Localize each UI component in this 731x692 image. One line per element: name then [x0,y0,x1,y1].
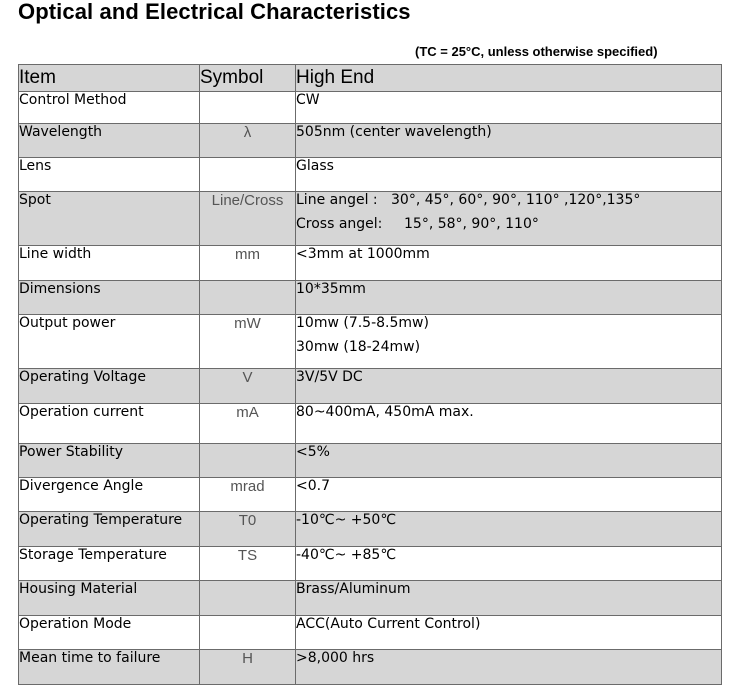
row-value: -10℃~ +50℃ [296,512,722,547]
header-item: Item [19,65,200,92]
table-row [19,616,722,650]
row-value: <5% [296,444,722,478]
cross-angle-values: 15°, 58°, 90°, 110° [404,216,539,232]
row-symbol: λ [200,124,296,158]
conditions-note: (TC = 25°C, unless otherwise specified) [415,44,658,59]
row-value: 80~400mA, 450mA max. [296,404,722,444]
row-symbol: Line/Cross [200,192,296,246]
cross-angle-label: Cross angel: [296,216,383,232]
row-item: Housing Material [19,581,200,616]
row-symbol [200,281,296,315]
table-row [19,92,722,124]
row-value: 3V/5V DC [296,369,722,404]
row-item: Operation Mode [19,616,200,650]
row-value: >8,000 hrs [296,650,722,685]
row-item: Spot [19,192,200,246]
row-symbol: TS [200,547,296,581]
table-row [19,512,722,547]
cross-angle-line [296,216,721,232]
table-row [19,369,722,404]
line-angle-values: 30°, 45°, 60°, 90°, 110° ,120°,135° [391,192,641,208]
row-symbol: mm [200,246,296,281]
row-item: Dimensions [19,281,200,315]
line-angle-label: Line angel : [296,192,378,208]
row-symbol [200,158,296,192]
output-power-line-2: 30mw (18-24mw) [296,339,421,355]
row-item: Operating Temperature [19,512,200,547]
row-symbol [200,616,296,650]
table-row [19,315,722,369]
row-item: Lens [19,158,200,192]
output-power-line-1: 10mw (7.5-8.5mw) [296,315,429,331]
row-symbol: mW [200,315,296,369]
row-symbol [200,581,296,616]
table-row [19,281,722,315]
characteristics-table [18,64,722,685]
row-symbol [200,444,296,478]
row-item: Power Stability [19,444,200,478]
row-item: Operating Voltage [19,369,200,404]
table-row [19,192,722,246]
page-title: Optical and Electrical Characteristics [18,0,411,24]
row-item: Output power [19,315,200,369]
row-symbol: V [200,369,296,404]
table-row [19,444,722,478]
row-symbol: mA [200,404,296,444]
row-value [296,315,722,369]
row-symbol: mrad [200,478,296,512]
row-value: Brass/Aluminum [296,581,722,616]
table-row [19,581,722,616]
row-value: 10*35mm [296,281,722,315]
table-row [19,547,722,581]
row-value: <0.7 [296,478,722,512]
row-item: Line width [19,246,200,281]
line-angle-line [296,192,721,208]
row-symbol: H [200,650,296,685]
row-item: Mean time to failure [19,650,200,685]
table-row [19,158,722,192]
row-value: -40℃~ +85℃ [296,547,722,581]
row-item: Control Method [19,92,200,124]
table-header-row [19,65,722,92]
table-row [19,246,722,281]
row-symbol: T0 [200,512,296,547]
header-high-end: High End [296,65,722,92]
table-row [19,124,722,158]
row-item: Operation current [19,404,200,444]
row-value: CW [296,92,722,124]
row-value: Glass [296,158,722,192]
row-value: 505nm (center wavelength) [296,124,722,158]
row-value: <3mm at 1000mm [296,246,722,281]
table-row [19,478,722,512]
row-item: Storage Temperature [19,547,200,581]
table-row [19,650,722,685]
row-item: Wavelength [19,124,200,158]
row-symbol [200,92,296,124]
row-item: Divergence Angle [19,478,200,512]
table-row [19,404,722,444]
row-value [296,192,722,246]
row-value: ACC(Auto Current Control) [296,616,722,650]
header-symbol: Symbol [200,65,296,92]
